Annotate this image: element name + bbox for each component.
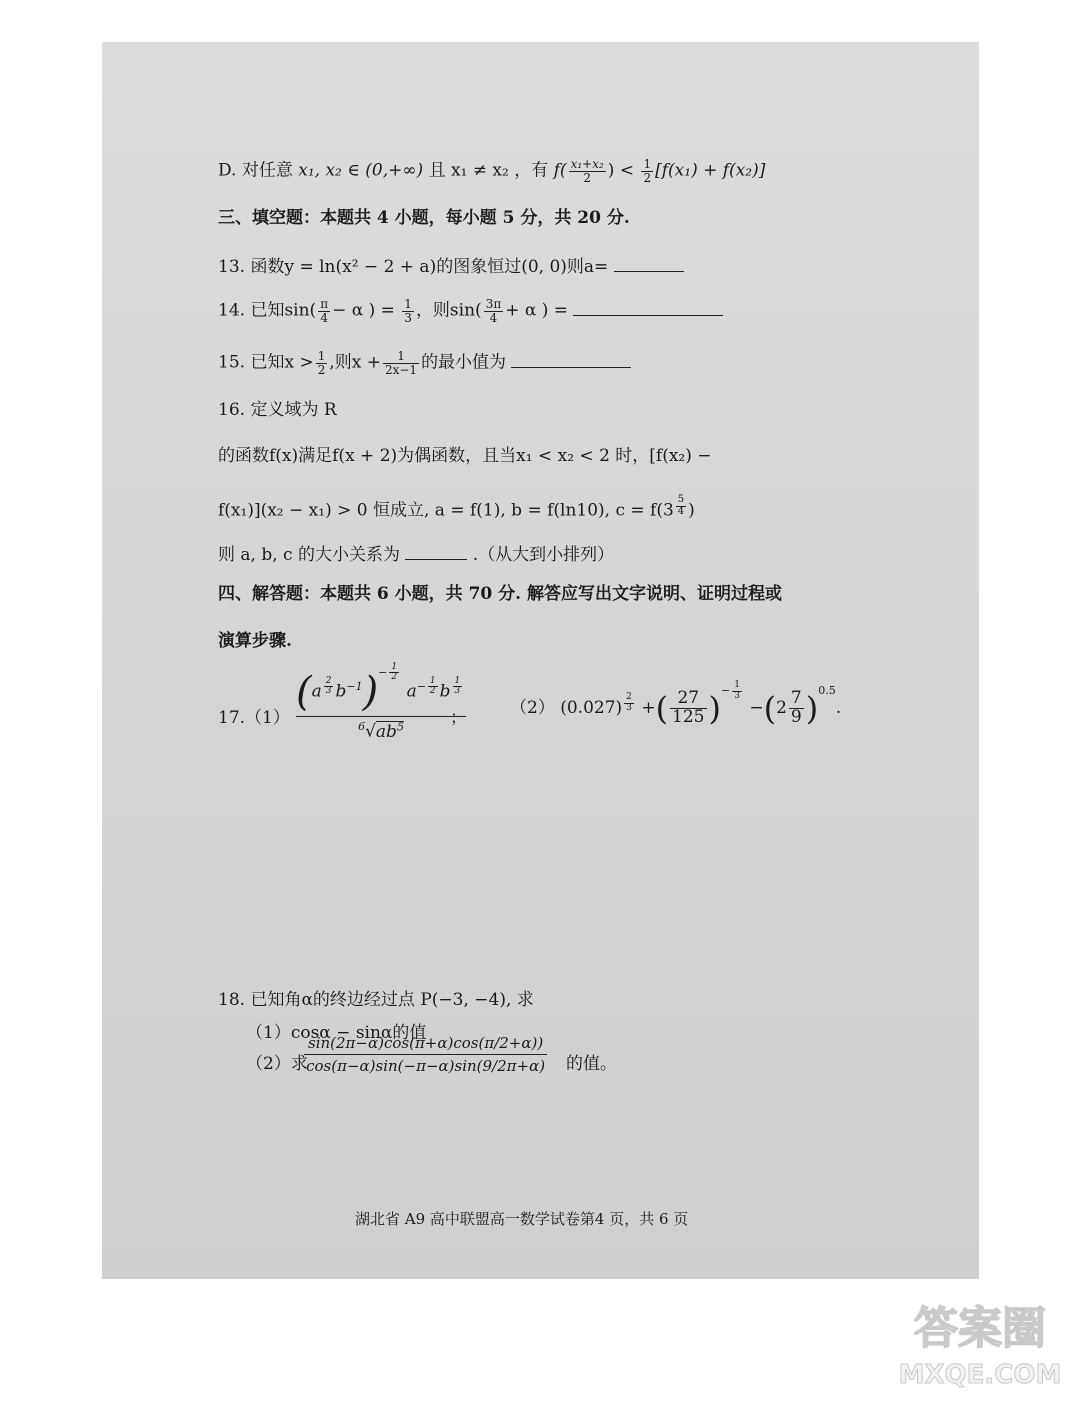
q17-root-body: ab (375, 721, 397, 742)
q18-numerator: sin(2π−α)cos(π+α)cos(π/2+α)) (304, 1036, 547, 1055)
option-d-half-fraction: $\frac{1}{2}$ (643, 157, 652, 185)
q17-end: . (835, 697, 842, 718)
q15-mid: ,则x + (329, 352, 381, 373)
q18-fraction (304, 1036, 547, 1074)
q18-tail: 的值。 (566, 1054, 617, 1074)
q13-text: 13. 函数y = ln(x² − 2 + a)的图象恒过(0, 0)则a= (218, 257, 609, 277)
q16-line3-end: ) (688, 500, 695, 521)
question-18-part1: （1）cosα − sinα的值 (246, 1023, 427, 1043)
q17-b-exp: −1 (346, 679, 363, 693)
option-d-f-open: f( (553, 160, 567, 181)
option-d (218, 158, 765, 184)
q15-frac-1-2: $\frac{1}{2}$ (317, 349, 326, 377)
option-d-domain: x₁, x₂ ∈ (0,+∞) (298, 160, 424, 181)
question-16-line4 (218, 543, 614, 564)
option-d-condition: 且 x₁ ≠ x₂ ，有 (428, 160, 549, 181)
q17-a2-exp: $\frac{1}{2}$ (429, 675, 436, 697)
question-14 (218, 298, 723, 324)
q14-mid1: − α ) = (332, 300, 395, 321)
section-4-heading-line1: 四、解答题：本题共 6 小题，共 70 分. 解答应写出文字说明、证明过程或 (218, 584, 782, 604)
watermark-logo (895, 1292, 1065, 1402)
q14-tail: + α ) = (505, 300, 569, 321)
watermark-bottom-text: MXQE.COM (898, 1360, 1062, 1390)
q14-answer-blank[interactable] (573, 299, 723, 316)
section-3-heading: 三、填空题：本题共 4 小题，每小题 5 分，共 20 分. (218, 208, 630, 228)
q17-a: a (311, 681, 322, 702)
q14-frac-1-3: $\frac{1}{3}$ (404, 297, 412, 325)
page-footer: 湖北省 A9 高中联盟高一数学试卷第4 页，共 6 页 (355, 1210, 689, 1228)
q17-part2-minus: − (749, 697, 764, 718)
question-16-line2: 的函数f(x)满足f(x + 2)为偶函数，且当x₁ < x₂ < 2 时，[f(x₂) − (218, 446, 712, 466)
q17-b2-exp: 1 3 (454, 675, 461, 697)
watermark-top-text: 答案圈 (914, 1303, 1046, 1354)
q16-line4-tail: .（从大到小排列） (472, 545, 615, 565)
q16-exponent-5-4: 5 4 (677, 494, 685, 517)
q17-part2-fraction-exp: $\frac{1}{3}$ (734, 680, 740, 701)
q17-outer-exp: $\frac{1}{2}$ (391, 661, 398, 683)
q17-root-exp: 5 (396, 720, 404, 733)
section-4-heading-line2: 演算步骤. (218, 631, 292, 651)
option-d-rhs: [f(x₁) + f(x₂)] (655, 160, 766, 181)
q17-separator: ； (450, 708, 467, 728)
option-d-f-close: ) < (607, 160, 635, 181)
q17-label: 17.（1） (218, 708, 290, 728)
q15-frac-1-2x-1: $\frac{1}{2x-1}$ (384, 349, 418, 377)
q17-part2-plus: + (641, 697, 656, 718)
q18-denominator: cos(π−α)sin(−π−α)sin(9/2π+α) (306, 1057, 546, 1075)
q17-part2-label: （2） (510, 697, 555, 718)
q17-b2: b (439, 681, 451, 702)
q17-part2-term1-exp: 2 3 (626, 692, 632, 713)
q18-part2-label: （2）求 (246, 1054, 308, 1074)
q17-root-index: 6 (358, 720, 366, 733)
q17-part2-fraction: $\frac{27}{125}$ (672, 688, 705, 727)
q17-part2-mixed-fraction: $\frac{7}{9}$ (790, 688, 802, 727)
q17-a-exp: 2 3 (325, 675, 332, 697)
q14-frac-3pi-4: $\frac{3\pi}{4}$ (485, 297, 502, 325)
q15-answer-blank[interactable] (511, 351, 631, 368)
q15-tail: 的最小值为 (421, 352, 507, 373)
question-13 (218, 255, 684, 276)
q14-frac-pi-4: $\frac{\pi}{4}$ (320, 297, 329, 325)
question-16-line3 (218, 495, 695, 520)
q16-line3-text: f(x₁)](x₂ − x₁) > 0 恒成立, a = f(1), b = f(ln10), c = f(3 (218, 500, 674, 521)
q13-answer-blank[interactable] (614, 255, 684, 272)
question-16-line1: 16. 定义域为 R (218, 400, 337, 420)
q17-part2-last-exp: 0.5 (818, 684, 836, 698)
q17-b: b (335, 681, 347, 702)
q17-a2: a (406, 681, 417, 702)
q17-part2-term1: (0.027) (560, 697, 623, 718)
q14-mid2: ，则sin( (415, 300, 482, 321)
q15-lead: 15. 已知x > (218, 352, 314, 373)
q17-part2-expression: （2） (0.027) $^{\frac{2}{3}}$ +( $\frac{27}{125}$ )$^{- \frac{1}{3}}$ −(2 $\frac{7}{9}$ )$^{0.5}$. (510, 680, 842, 728)
q17-part2-mixed-whole: 2 (776, 697, 787, 718)
question-18-line1: 18. 已知角α的终边经过点 P(−3, −4), 求 (218, 990, 534, 1010)
option-d-midpoint-fraction: $\frac{\text{x₁+x₂}}{2}$ (570, 157, 604, 185)
q17-part1-expression: (a $^{\frac{2}{3}}$ $b^{-1})^{- \frac{1}{2}}$ $a^{- \frac{1}{2}}$ b $^{\frac{1}{3}}$ $^6√ab^5$ (296, 672, 466, 741)
q16-line4-lead: 则 a, b, c 的大小关系为 (218, 545, 400, 565)
option-d-prefix: D. 对任意 (218, 160, 293, 181)
question-15 (218, 350, 631, 376)
q14-lead: 14. 已知sin( (218, 300, 317, 321)
q17-root: $^6√ab^5$ (358, 720, 404, 742)
q16-answer-blank[interactable] (405, 543, 467, 560)
